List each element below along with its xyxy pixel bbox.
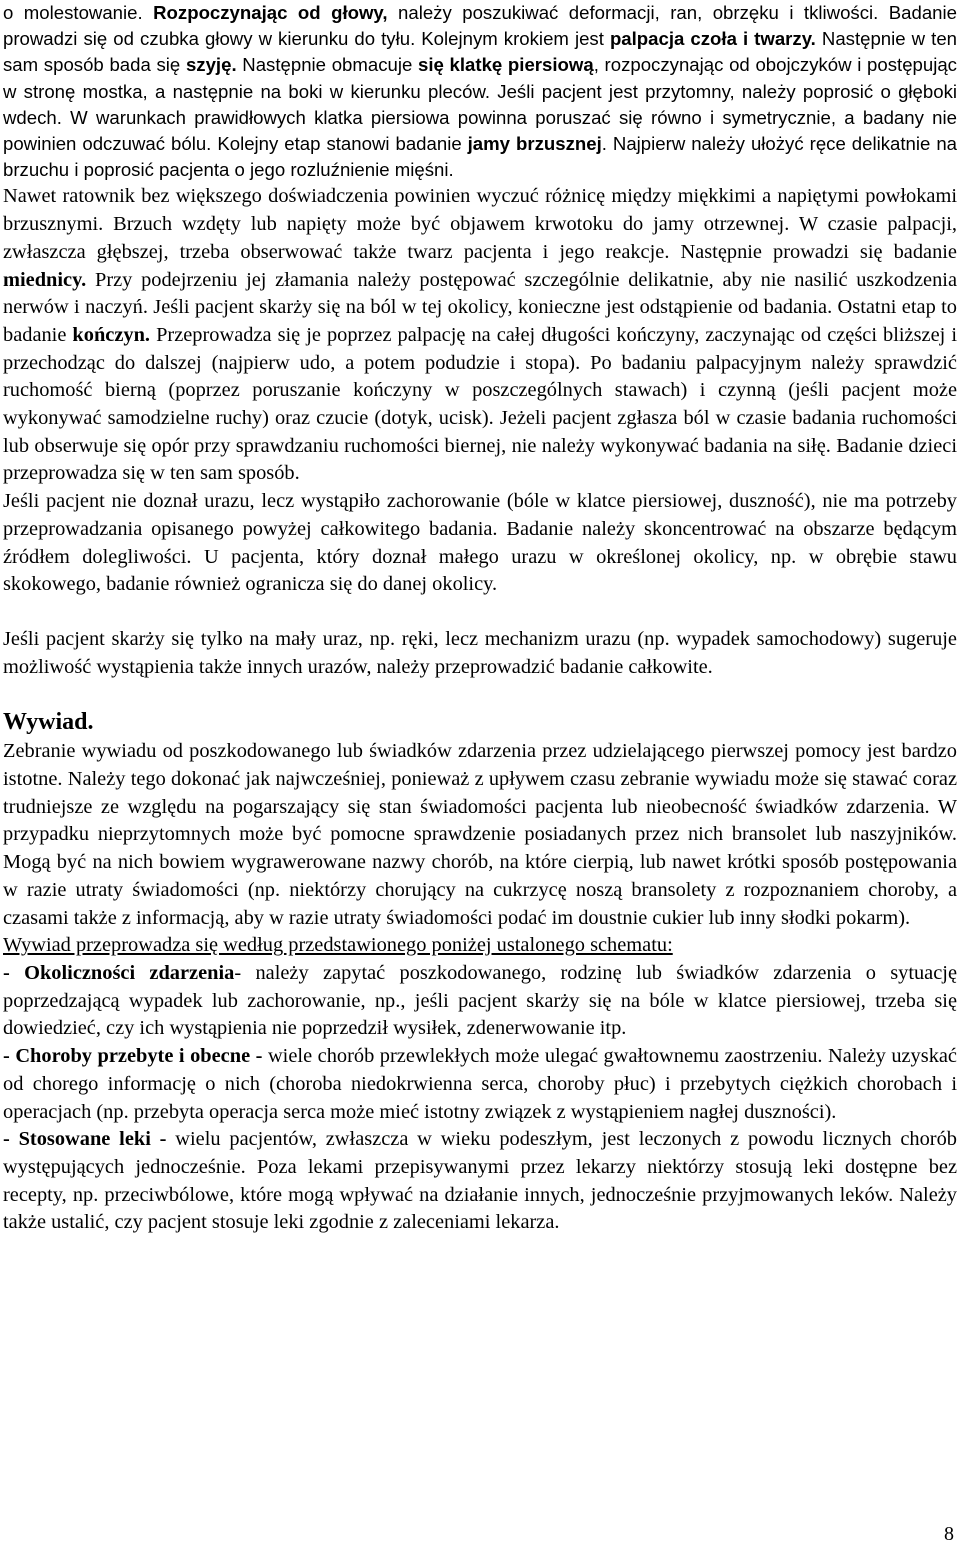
interview-paragraph: Zebranie wywiadu od poszkodowanego lub świadków zdarzenia przez udzielającego pierwszej pomocy jest bardzo istotne. Należy tego dokonać jak najwcześniej, ponieważ z upływem czasu zebranie wywiadu może się stawać coraz trudniejsze ze względu na pogarszający się stan świadomości pacjenta lub nieobecność świadków zdarzenia. W przypadku nieprzytomnych może być pomocne sprawdzenie posiadanych przez nich bransolet lub naszyjników. Mogą być na nich bowiem wygrawerowane nazwy chorób, na które cierpią, lub nawet krótki sposób postępowania w razie utraty świadomości (np. niektórzy chorujący na cukrzycę noszą bransolety z rozpoznaniem choroby, a czasami także z informacją, aby w razie utraty świadomości podać im doustnie cukier lub inny słodki pokarm).: [3, 740, 957, 929]
text-run: Przeprowadza się je poprzez palpację na całej długości kończyny, zaczynając od części bliższej i przechodząc do dalszej (najpierw udo, a potem podudzie i stopa). Po badaniu palpacyjnym należy sprawdzić ruchomość bierną (poprzez poruszanie kończyny w poszczególnych stawach) i czynną (jeśli pacjent może wykonywać samodzielne ruchy) oraz czucie (dotyk, ucisk). Jeżeli pacjent zgłasza ból w czasie badania ruchomości lub obserwuje się opór przy sprawdzaniu ruchomości biernej, nie należy wykonywać badania na siłę. Badanie dzieci przeprowadza się w ten sam sposób.: [3, 323, 957, 485]
text-run: . Najpierw należy ułożyć ręce delikatnie na brzuchu i poprosić pacjenta o jego rozluźnienie mięśni.: [3, 133, 957, 181]
text-run: Przy podejrzeniu jej złamania należy postępować szczególnie delikatnie, aby nie nasilić uszkodzenia nerwów i naczyń. Jeśli pacjent skarży się na ból w tej okolicy, konieczne jest odstąpienie od badania. Ostatni etap to badanie: [3, 268, 957, 346]
list-item-medications: [3, 1126, 957, 1237]
bold-text-run: - Okoliczności zdarzenia: [3, 962, 235, 984]
text-run: należy poszukiwać deformacji, ran, obrzęku i tkliwości. Badanie prowadzi się od czubka głowy w kierunku do tyłu. Kolejnym krokiem jest: [3, 2, 957, 50]
spacer: [3, 599, 957, 626]
bold-text-run: się klatkę piersiową: [418, 54, 594, 76]
bold-text-run: - Choroby przebyte i obecne -: [3, 1045, 263, 1068]
text-run: o molestowanie.: [3, 2, 154, 23]
examination-paragraph: [3, 0, 957, 183]
text-run: Następnie w ten sam sposób bada się: [3, 28, 958, 76]
bold-text-run: jamy brzusznej: [467, 133, 602, 155]
examination-continuation-paragraph: [3, 183, 957, 488]
bold-text-run: kończyn.: [72, 323, 151, 346]
no-injury-paragraph: Jeśli pacjent nie doznał urazu, lecz wystąpiło zachorowanie (bóle w klatce piersiowej, duszność), nie ma potrzeby przeprowadzania opisanego powyżej całkowitego badania. Badanie należy skoncentrować na obszarze będącym źródłem dolegliwości. U pacjenta, który doznał małego urazu w określonej okolicy, np. w obrębie stawu skokowego, badanie również ogranicza się do danej okolicy.: [3, 490, 957, 596]
document-page: [3, 0, 957, 1237]
text-run: Następnie obmacuje: [236, 54, 418, 76]
section-heading-interview: Wywiad.: [3, 709, 94, 736]
text-run: - należy zapytać poszkodowanego, rodzinę lub świadków zdarzenia o sytuację poprzedzającą wypadek lub zachorowanie, np., jeśli pacjent skarży się na bóle w klatce piersiowej, trzeba się dowiedzieć, czy ich wystąpienia nie poprzedził wysiłek, zdenerwowanie itp.: [3, 962, 957, 1040]
bold-text-run: miednicy.: [3, 268, 87, 291]
bold-text-run: palpacja czoła i twarzy.: [609, 28, 816, 50]
bold-text-run: Rozpoczynając od głowy,: [153, 2, 388, 23]
text-run: wielu pacjentów, zwłaszcza w wieku podeszłym, jest leczonych z powodu licznych chorób występujących jednocześnie. Poza lekami przepisywanymi przez lekarzy niektórzy stosują leki dostępne bez recepty, np. przeciwbólowe, które mogą wpływać na działanie innych, jednocześnie przyjmowanych leków. Należy także ustalić, czy pacjent stosuje leki zgodnie z zaleceniami lekarza.: [3, 1128, 957, 1234]
page-number: 8: [944, 1523, 954, 1545]
list-item-diseases: [3, 1043, 957, 1126]
bold-text-run: szyję.: [185, 54, 237, 76]
bold-text-run: - Stosowane leki -: [3, 1128, 167, 1151]
spacer: [3, 681, 957, 708]
text-run: wiele chorób przewlekłych może ulegać gwałtownemu zaostrzeniu. Należy uzyskać od chorego informację o nich (choroba niedokrwienna serca, choroby płuc) i przebytych ciężkich chorobach i operacjach (np. przebyta operacja serca może mieć istotny związek z wystąpieniem nagłej duszności).: [3, 1045, 957, 1123]
list-item-circumstances: [3, 960, 957, 1043]
schema-intro: Wywiad przeprowadza się według przedstawionego poniżej ustalonego schematu:: [3, 934, 673, 957]
text-run: , rozpoczynając od obojczyków i postępując w stronę mostka, a następnie na boki w kierunku pleców. Jeśli pacjent jest przytomny, należy poprosić o głęboki wdech. W warunkach prawidłowych klatka piersiowa powinna poruszać się równo i symetrycznie, a badany nie powinien odczuwać bólu. Kolejny etap stanowi badanie: [3, 54, 957, 155]
small-injury-paragraph: Jeśli pacjent skarży się tylko na mały uraz, np. ręki, lecz mechanizm urazu (np. wypadek samochodowy) sugeruje możliwość wystąpienia także innych urazów, należy przeprowadzić badanie całkowite.: [3, 627, 957, 678]
text-run: Nawet ratownik bez większego doświadczenia powinien wyczuć różnicę między miękkimi a napiętymi powłokami brzusznymi. Brzuch wzdęty lub napięty może być objawem krwotoku do jamy otrzewnej. W czasie palpacji, zwłaszcza głębszej, trzeba obserwować także twarz pacjenta i jego reakcje. Następnie prowadzi się badanie: [3, 185, 957, 263]
